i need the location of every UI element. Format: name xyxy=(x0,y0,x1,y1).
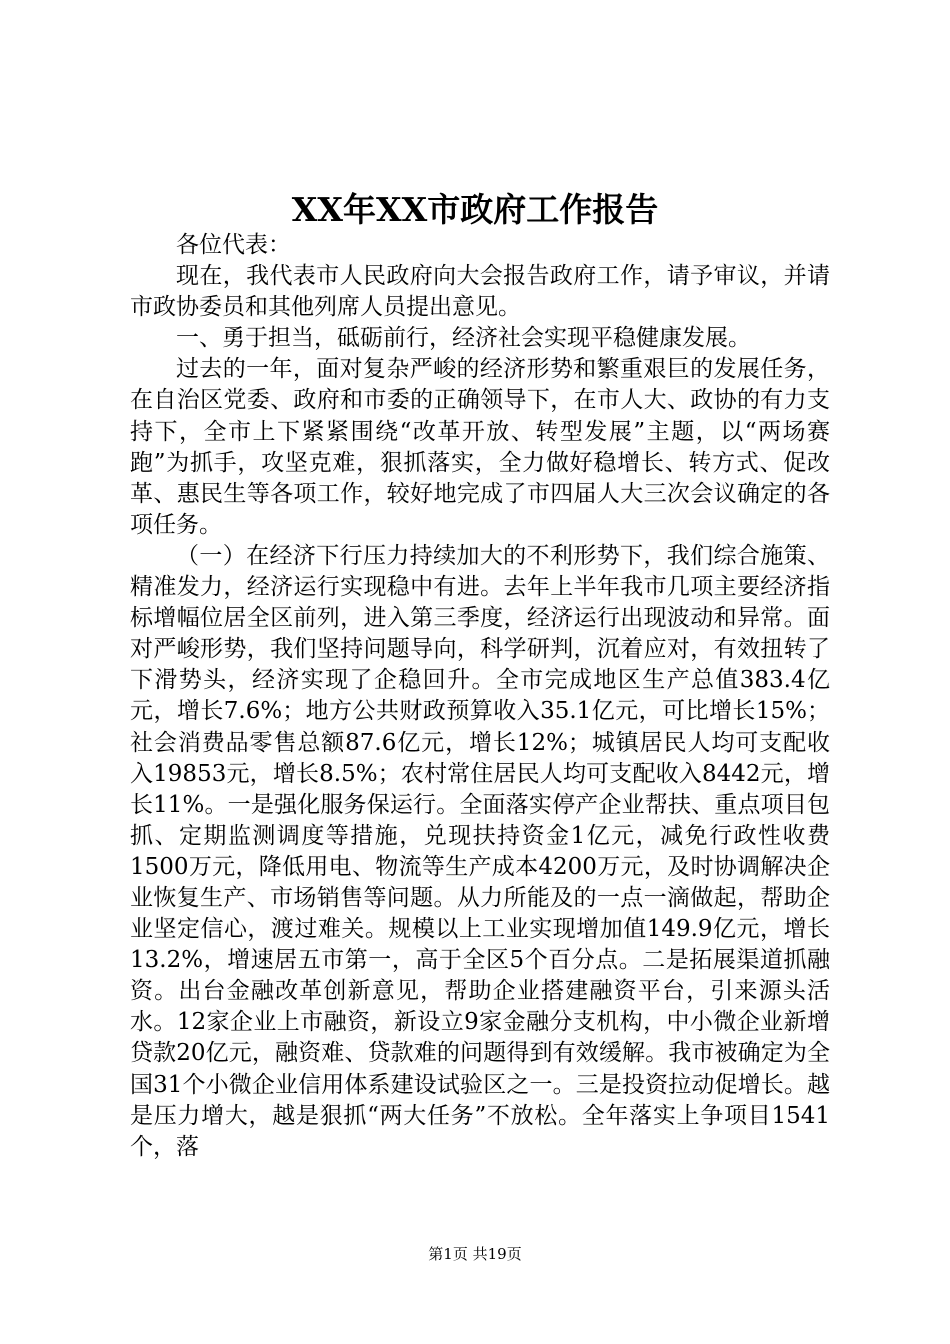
document-body xyxy=(130,230,830,1163)
paragraph-section-heading: 一、勇于担当，砥砺前行，经济社会实现平稳健康发展。 xyxy=(176,325,751,352)
document-title: XX年XX市政府工作报告 xyxy=(291,190,659,229)
page-footer: 第1页 共19页 xyxy=(428,1245,522,1263)
paragraph-intro: 现在，我代表市人民政府向大会报告政府工作，请予审议，并请市政协委员和其他列席人员提出意见。 xyxy=(130,263,830,321)
paragraph-salutation: 各位代表： xyxy=(176,232,291,258)
paragraph-economy: （一）在经济下行压力持续加大的不利形势下，我们综合施策、精准发力，经济运行实现稳中有进。去年上半年我市几项主要经济指标增幅位居全区前列，进入第三季度，经济运行出现波动和异常。面对严峻形势，我们坚持问题导向，科学研判，沉着应对，有效扭转了下滑势头，经济实现了企稳回升。全市完成地区生产总值383.4亿元，增长7.6%；地方公共财政预算收入35.1亿元，可比增长15%；社会消费品零售总额87.6亿元，增长12%；城镇居民人均可支配收入19853元，增长8.5%；农村常住居民人均可支配收入8442元，增长11%。一是强化服务保运行。全面落实停产企业帮扶、重点项目包抓、定期监测调度等措施，兑现扶持资金1亿元，减免行政性收费1500万元，降低用电、物流等生产成本4200万元，及时协调解决企业恢复生产、市场销售等问题。从力所能及的一点一滴做起，帮助企业坚定信心，渡过难关。规模以上工业实现增加值149.9亿元，增长13.2%，增速居五市第一，高于全区5个百分点。二是拓展渠道抓融资。出台金融改革创新意见，帮助企业搭建融资平台，引来源头活水。12家企业上市融资，新设立9家金融分支机构，中小微企业新增贷款20亿元，融资难、贷款难的问题得到有效缓解。我市被确定为全国31个小微企业信用体系建设试验区之一。三是投资拉动促增长。越是压力增大，越是狠抓“两大任务”不放松。全年落实上争项目1541个，落 xyxy=(130,542,830,1160)
paragraph-overview: 过去的一年，面对复杂严峻的经济形势和繁重艰巨的发展任务，在自治区党委、政府和市委的正确领导下，在市人大、政协的有力支持下，全市上下紧紧围绕“改革开放、转型发展”主题，以“两场赛跑”为抓手，攻坚克难，狠抓落实，全力做好稳增长、转方式、促改革、惠民生等各项工作，较好地完成了市四届人大三次会议确定的各项任务。 xyxy=(130,356,830,538)
